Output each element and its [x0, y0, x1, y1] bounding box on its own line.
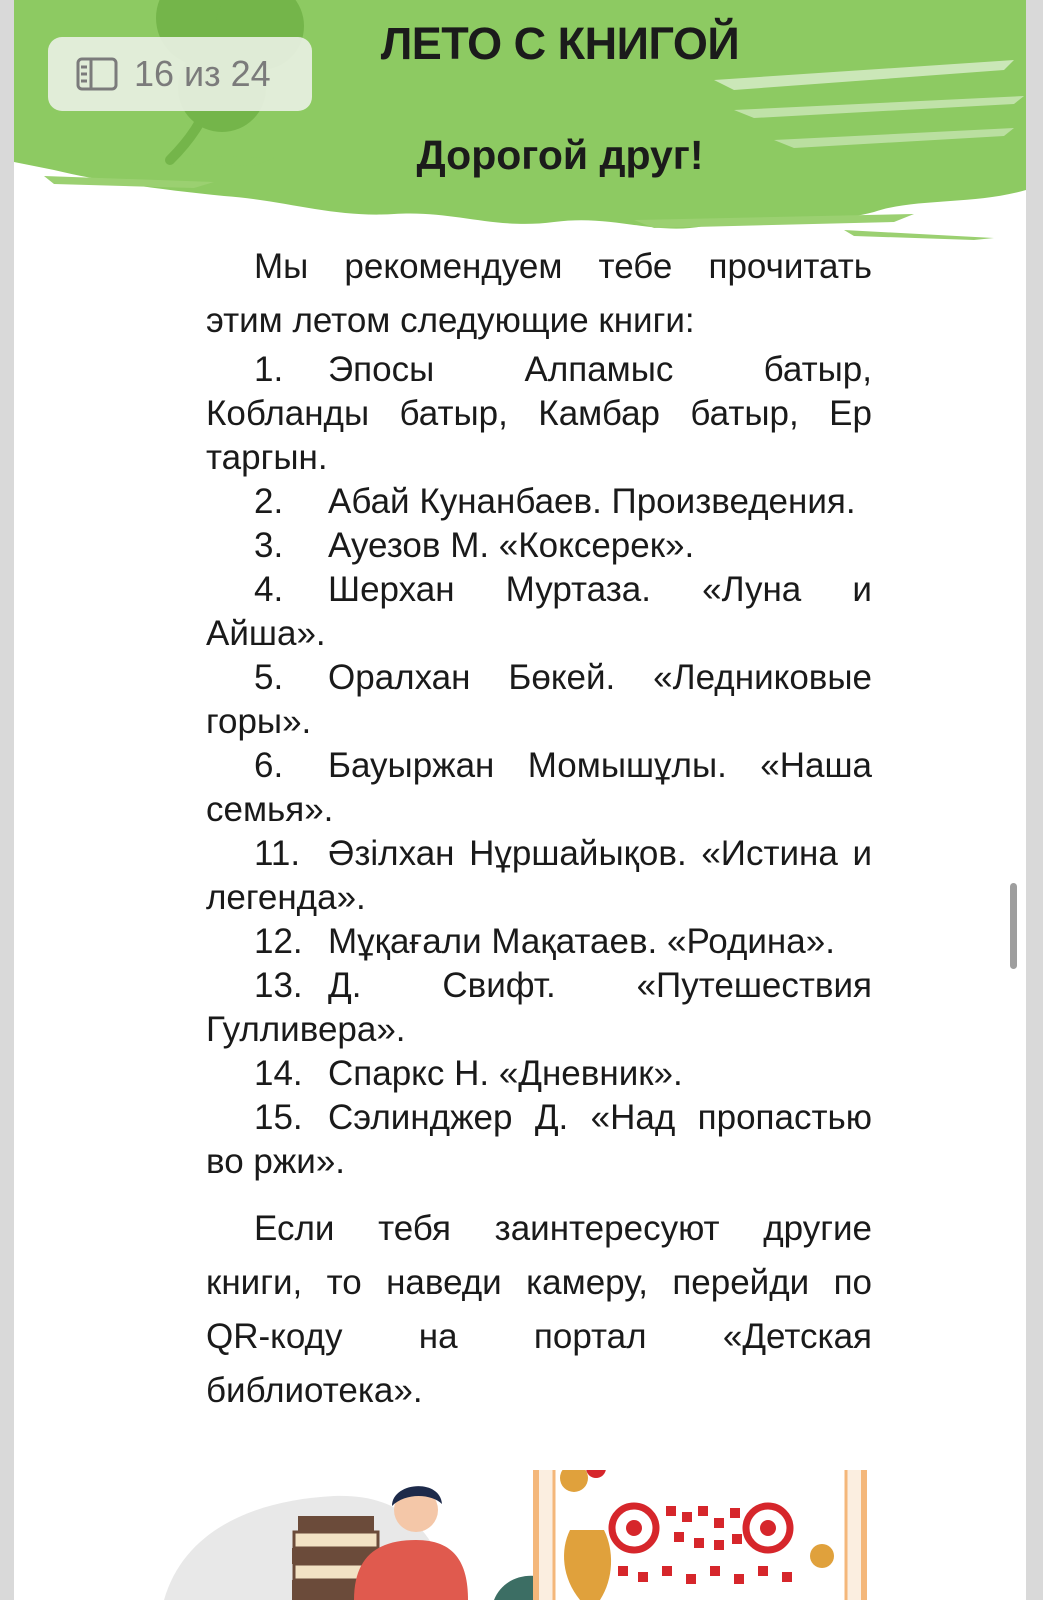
main-text: [206, 240, 872, 1418]
qr-code-frame: [536, 1470, 864, 1600]
book-title: Спаркс Н. «Дневник».: [328, 1054, 683, 1093]
book-list-item: [206, 480, 872, 524]
book-title: Бауыржан Момышұлы. «Наша семья».: [206, 746, 872, 829]
book-title: Сэлинджер Д. «Над пропастью во ржи».: [206, 1098, 872, 1181]
book-number: 15.: [254, 1098, 303, 1137]
outro-paragraph: Если тебя заинтересуют другие книги, то наведи камеру, перейди по QR-коду на портал «Детская библиотека».: [206, 1209, 872, 1410]
book-title: Абай Кунанбаев. Произведения.: [328, 482, 856, 521]
book-title: Д. Свифт. «Путешествия Гулливера».: [206, 966, 872, 1049]
book-list-item: [206, 348, 872, 480]
book-list-item: [206, 744, 872, 832]
book-list-item: [206, 524, 872, 568]
book-list-item: [206, 1052, 872, 1096]
sidebar-pages-icon: [76, 57, 118, 91]
book-number: 6.: [254, 746, 284, 785]
book-number: 5.: [254, 658, 284, 697]
book-number: 1.: [254, 350, 284, 389]
book-number: 2.: [254, 482, 284, 521]
book-number: 11.: [254, 834, 301, 873]
page-counter-badge[interactable]: [48, 37, 312, 111]
book-number: 12.: [254, 922, 303, 961]
book-list: [206, 348, 872, 1184]
book-number: 4.: [254, 570, 284, 609]
greeting-heading: Дорогой друг!: [416, 132, 704, 178]
book-list-item: [206, 1096, 872, 1184]
page-counter-label: 16 из 24: [134, 53, 271, 94]
book-list-item: [206, 568, 872, 656]
vertical-scrollbar[interactable]: [1010, 883, 1017, 969]
book-list-item: [206, 964, 872, 1052]
book-number: 3.: [254, 526, 284, 565]
book-title: Эпосы Алпамыс батыр, Кобланды батыр, Камбар батыр, Ер таргын.: [206, 350, 872, 477]
bottom-illustration: [14, 1470, 1026, 1600]
book-number: 14.: [254, 1054, 303, 1093]
book-title: Оралхан Бөкей. «Ледниковые горы».: [206, 658, 872, 741]
page-title: ЛЕТО С КНИГОЙ: [380, 18, 740, 69]
book-title: Әзілхан Нұршайықов. «Истина и легенда».: [206, 834, 872, 917]
book-list-item: [206, 656, 872, 744]
book-title: Ауезов М. «Коксерек».: [328, 526, 695, 565]
book-title: Мұқағали Мақатаев. «Родина».: [328, 922, 835, 961]
document-page: [14, 0, 1026, 1600]
book-list-item: [206, 920, 872, 964]
book-list-item: [206, 832, 872, 920]
book-title: Шерхан Муртаза. «Луна и Айша».: [206, 570, 872, 653]
intro-paragraph: Мы рекомендуем тебе прочитать этим летом следующие книги:: [206, 247, 872, 340]
book-number: 13.: [254, 966, 303, 1005]
